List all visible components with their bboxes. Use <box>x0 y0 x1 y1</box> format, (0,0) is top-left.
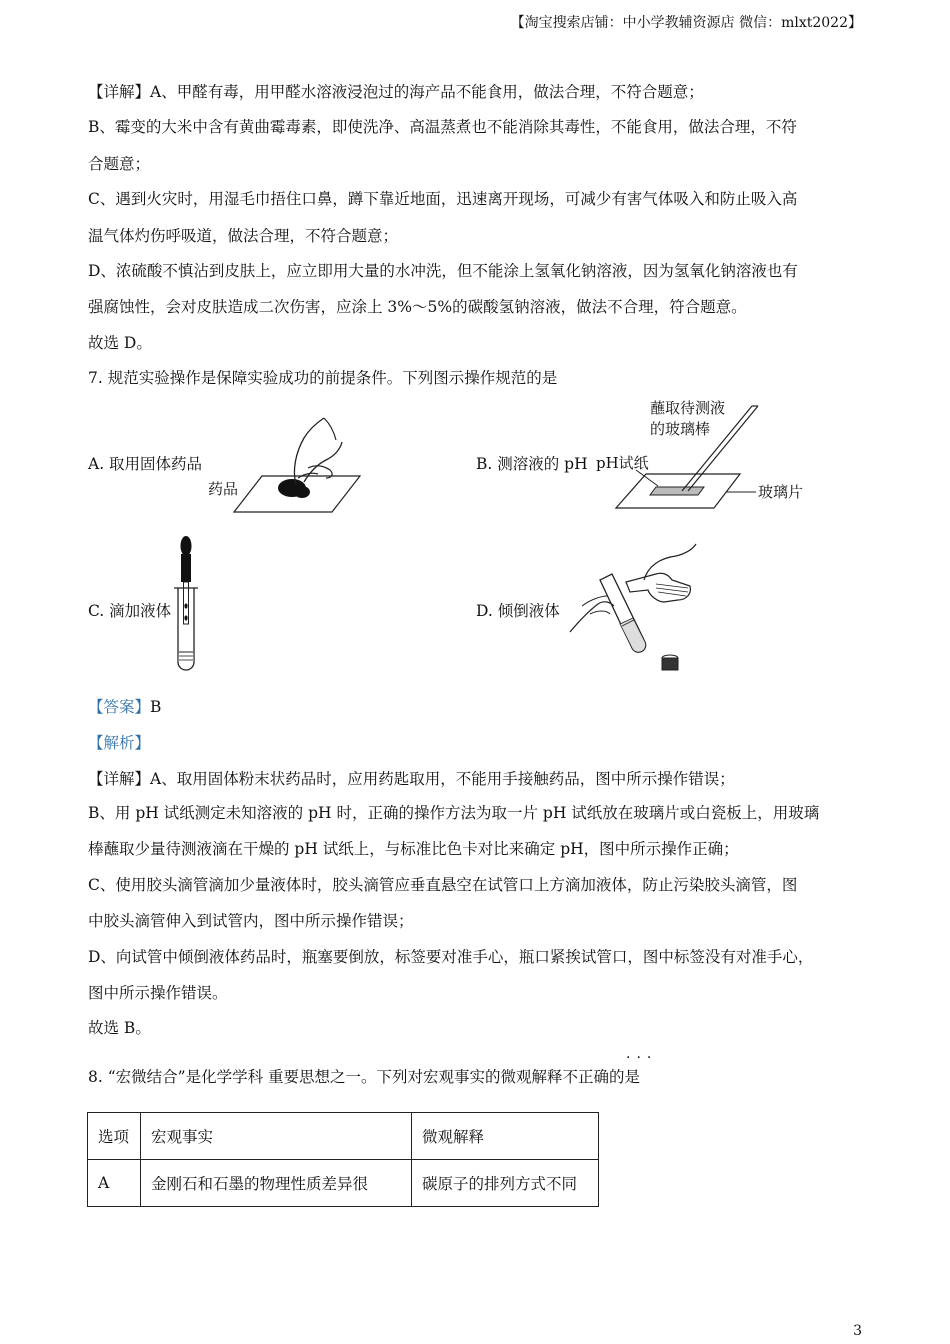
figure-take-solid-drug <box>200 412 370 518</box>
table-cell: A <box>88 1160 141 1207</box>
q6-detail-line: B、霉变的大米中含有黄曲霉毒素，即使洗净、高温蒸煮也不能消除其毒性，不能食用，做法合理，不符 <box>88 118 797 136</box>
q6-detail-line: C、遇到火灾时，用湿毛巾捂住口鼻，蹲下靠近地面，迅速离开现场，可减少有害气体吸入和防止吸入高 <box>88 190 798 208</box>
q7-detail-line: 中胶头滴管伸入到试管内，图中所示操作错误； <box>88 912 414 930</box>
q7-option-c: C. 滴加液体 <box>88 602 172 620</box>
q7-detail-line: D、向试管中倾倒液体药品时，瓶塞要倒放，标签要对准手心，瓶口紧挨试管口，图中标签没有对准手心， <box>88 948 814 966</box>
q7-option-d: D. 倾倒液体 <box>476 602 560 620</box>
figure-label-rod-line2: 的玻璃棒 <box>650 420 711 438</box>
answer-value: B <box>150 698 162 716</box>
q6-detail-line: 【详解】A、甲醛有毒，用甲醛水溶液浸泡过的海产品不能食用，做法合理，不符合题意； <box>88 83 704 101</box>
table-cell: 金刚石和石墨的物理性质差异很 <box>141 1160 412 1207</box>
q8-table <box>87 1112 599 1207</box>
q8-stem: 8. “宏微结合”是化学学科 重要思想之一。下列对宏观事实的微观解释不正确的是 <box>88 1068 640 1086</box>
figure-label-ph-paper: pH试纸 <box>596 454 649 472</box>
figure-label-drug: 药品 <box>208 480 239 498</box>
emphasis-dots: ··· <box>626 1050 658 1066</box>
q7-option-a: A. 取用固体药品 <box>88 455 203 473</box>
q7-conclusion: 故选 B。 <box>88 1019 151 1037</box>
table-header-row <box>88 1113 599 1160</box>
q7-option-b: B. 测溶液的 pH <box>476 455 588 473</box>
figure-label-rod-line1: 蘸取待测液 <box>650 399 726 417</box>
table-header-cell: 宏观事实 <box>141 1113 412 1160</box>
answer-line <box>88 696 161 718</box>
q7-detail-line: 图中所示操作错误。 <box>88 984 228 1002</box>
figure-dropper-test-tube <box>168 532 204 678</box>
table-header-cell: 微观解释 <box>412 1113 599 1160</box>
page-header: 【淘宝搜索店铺：中小学教辅资源店 微信：mlxt2022】 <box>510 15 862 31</box>
table-row <box>88 1160 599 1207</box>
q6-conclusion: 故选 D。 <box>88 334 152 352</box>
analysis-tag: 【解析】 <box>88 734 151 752</box>
q7-stem: 7. 规范实验操作是保障实验成功的前提条件。下列图示操作规范的是 <box>88 369 558 387</box>
figure-measure-ph <box>592 396 832 516</box>
page-number: 3 <box>853 1323 862 1339</box>
q7-detail-line: 【详解】A、取用固体粉末状药品时，应用药匙取用，不能用手接触药品，图中所示操作错误； <box>88 770 735 788</box>
q7-detail-line: B、用 pH 试纸测定未知溶液的 pH 时，正确的操作方法为取一片 pH 试纸放在玻璃片或白瓷板上，用玻璃 <box>88 804 820 822</box>
q6-detail-line: D、浓硫酸不慎沾到皮肤上，应立即用大量的水冲洗，但不能涂上氢氧化钠溶液，因为氢氧化钠溶液也有 <box>88 262 798 280</box>
q6-detail-line: 温气体灼伤呼吸道，做法合理，不符合题意； <box>88 227 399 245</box>
figure-label-glass-slide: 玻璃片 <box>758 483 804 501</box>
answer-tag: 【答案】 <box>88 698 151 716</box>
q7-detail-line: C、使用胶头滴管滴加少量液体时，胶头滴管应垂直悬空在试管口上方滴加液体，防止污染胶头滴管，图 <box>88 876 798 894</box>
q6-detail-line: 合题意； <box>88 155 151 173</box>
table-header-cell: 选项 <box>88 1113 141 1160</box>
q7-detail-line: 棒蘸取少量待测液滴在干燥的 pH 试纸上，与标准比色卡对比来确定 pH，图中所示操作正确； <box>88 840 739 858</box>
table-cell: 碳原子的排列方式不同 <box>412 1160 599 1207</box>
q6-detail-line: 强腐蚀性，会对皮肤造成二次伤害，应涂上 3%～5%的碳酸氢钠溶液，做法不合理，符合题意。 <box>88 298 747 316</box>
figure-pouring-liquid <box>560 540 700 680</box>
